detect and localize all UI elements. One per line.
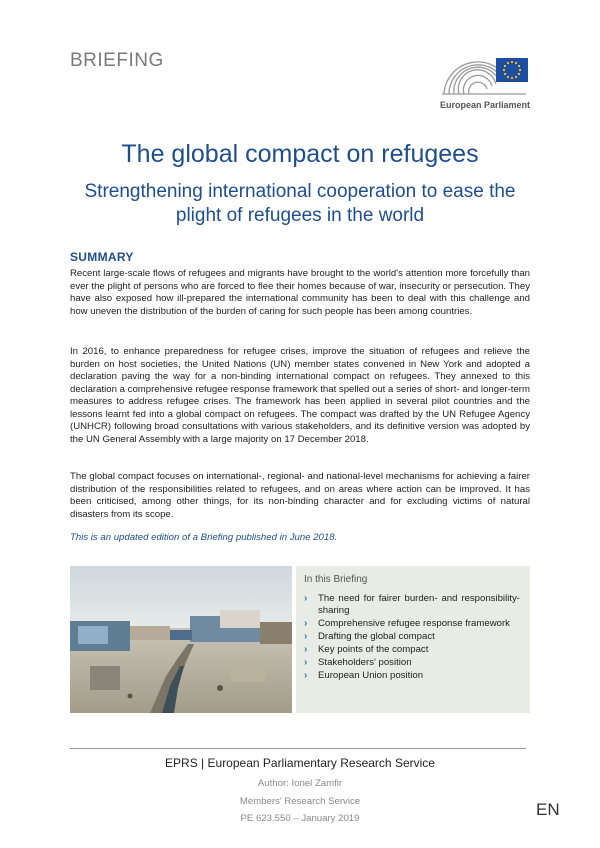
toc-heading: In this Briefing <box>304 574 368 585</box>
logo-text: European Parliament <box>439 100 530 110</box>
briefing-label: BRIEFING <box>70 50 164 71</box>
footer-service: Members' Research Service <box>239 796 361 807</box>
footer-divider <box>70 748 526 749</box>
toc-item-label: Comprehensive refugee response framework <box>318 618 510 629</box>
language-code: EN <box>536 800 560 819</box>
toc-item[interactable] <box>304 670 520 682</box>
refugee-camp-photo <box>70 566 292 713</box>
toc-item-label: European Union position <box>318 670 424 681</box>
footer-organization: EPRS | European Parliamentary Research Service <box>165 756 435 770</box>
toc-item[interactable] <box>304 631 520 643</box>
summary-heading: SUMMARY <box>70 250 134 264</box>
toc-item[interactable] <box>304 618 520 630</box>
chevron-right-icon: › <box>304 631 308 642</box>
chevron-right-icon: › <box>304 618 308 629</box>
toc-item[interactable] <box>304 644 520 656</box>
chevron-right-icon: › <box>304 670 308 681</box>
toc-item[interactable] <box>304 593 520 617</box>
chevron-right-icon: › <box>304 657 308 668</box>
toc-item-label: The need for fairer burden- and responsibility-sharing <box>318 593 520 616</box>
summary-paragraph: The global compact focuses on international-, regional- and national-level mechanisms for achieving a fairer distribution of the responsibilities related to refugees, and on areas where action can be improved. It has been criticised, among other things, for its non-binding character and for excluding victims of natural disasters from its scope. <box>70 471 530 520</box>
summary-paragraph: Recent large-scale flows of refugees and migrants have brought to the world's attention more forcefully than ever the plight of persons who are forced to flee their homes because of war, insecurity or persecution. They have also exposed how ill-prepared the international community has been to deal with this challenge and how uneven the distribution of the burden of caring for such people has been among countries. <box>70 268 530 317</box>
european-parliament-logo <box>434 50 530 112</box>
in-this-briefing-box <box>296 566 530 713</box>
page-title: The global compact on refugees <box>121 140 479 168</box>
toc-item-label: Drafting the global compact <box>318 631 435 642</box>
footer-author: Author: Ionel Zamfir <box>257 778 343 789</box>
page-subtitle: Strengthening international cooperation to ease the plight of refugees in the world <box>84 181 516 226</box>
summary-paragraph: In 2016, to enhance preparedness for refugee crises, improve the situation of refugees and relieve the burden on host societies, the United Nations (UN) member states convened in New York and adopted a declaration paving the way for a non-binding international compact on refugees. They annexed to this declaration a comprehensive refugee response framework that spelled out a series of short- and longer-term measures to address refugee crises. The framework has been applied in several pilot countries and the lessons learnt fed into a global compact on refugees. The compact was drafted by the UN Refugee Agency (UNHCR) following broad consultations with various stakeholders, and its definitive version was adopted by the UN General Assembly with a large majority on 17 December 2018. <box>70 346 530 445</box>
footer-reference: PE 623.550 – January 2019 <box>240 813 360 824</box>
header <box>70 46 530 120</box>
toc-item-label: Key points of the compact <box>318 644 429 655</box>
parliament-hemicycle-icon <box>438 50 530 98</box>
toc-list <box>304 593 520 682</box>
toc-item[interactable] <box>304 657 520 669</box>
chevron-right-icon: › <box>304 644 308 655</box>
edition-note: This is an updated edition of a Briefing published in June 2018. <box>70 532 338 543</box>
chevron-right-icon: › <box>304 593 308 604</box>
toc-item-label: Stakeholders' position <box>318 657 412 668</box>
